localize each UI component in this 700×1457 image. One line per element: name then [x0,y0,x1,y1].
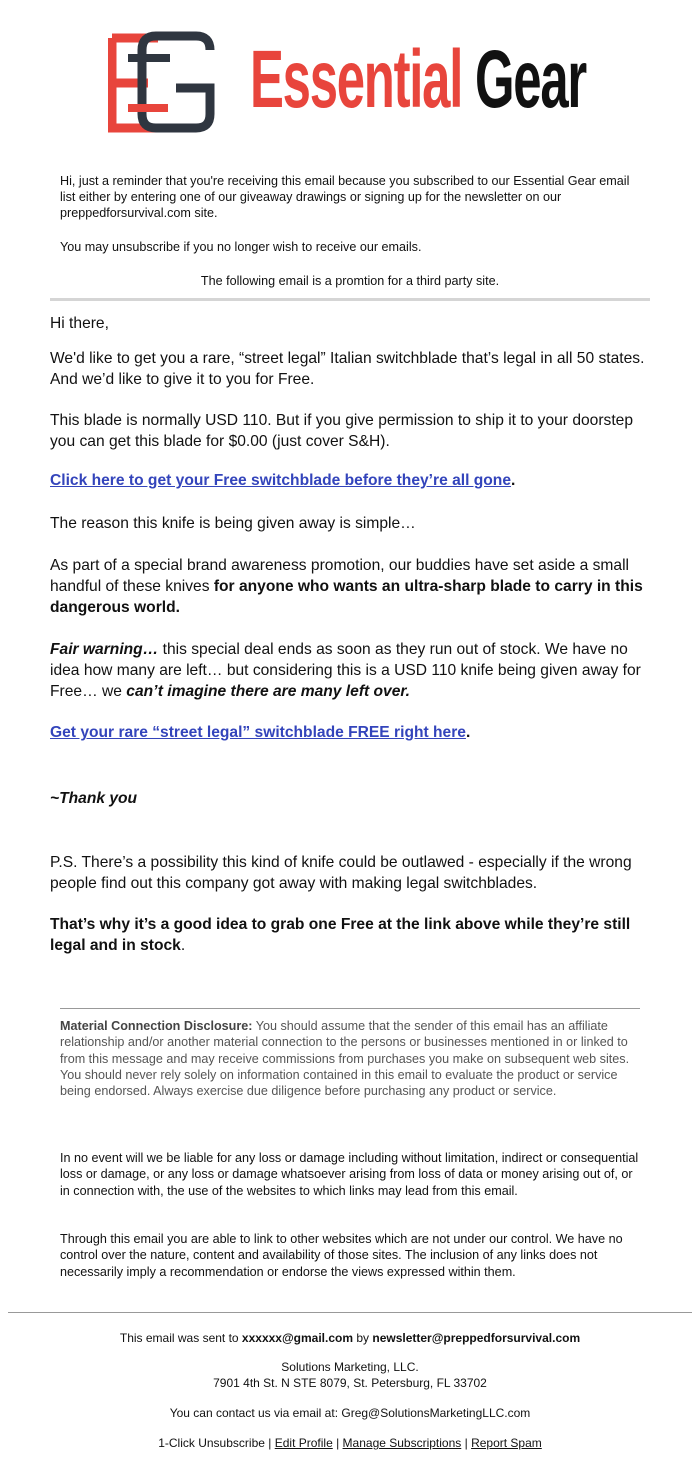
liability-disclaimer: In no event will we be liable for any loss or damage including without limitation, indirect or consequential loss or damage, or any loss or damage whatsoever arising from loss of data or money arising out of, or in connection with, the use of the websites to which links may lead from this email. [60,1151,639,1198]
footer-divider [8,1312,692,1313]
brand-wordmark [250,32,586,128]
promotion-notice: The following email is a promtion for a third party site. [200,274,500,288]
warning-text: this special deal ends as soon as they run out of stock. We have no idea how many are left… but considering this is a USD 110 knife being given away for Free… we [50,641,641,700]
street-legal-switchblade-link[interactable]: Get your rare “street legal” switchblade FREE right here [50,724,466,741]
link-separator: | [332,1436,343,1450]
subscription-notice: Hi, just a reminder that you're receiving this email because you subscribed to our Essential Gear email list either by entering one of our giveaway drawings or signing up for the newsletter on our preppedforsurvival.com site. [60,174,630,220]
greeting: Hi there, [50,315,109,332]
ps-paragraph: P.S. There’s a possibility this kind of knife could be outlawed - especially if the wrong people find out this company got away with making legal switchblades. [50,854,632,892]
eg-logo-mark-icon [108,30,218,136]
contact-line: You can contact us via email at: Greg@SolutionsMarketingLLC.com [169,1406,531,1420]
body-paragraph-warning [50,639,655,702]
body-paragraph-promotion [50,555,655,618]
sender-email: newsletter@preppedforsurvival.com [372,1331,581,1345]
link2-period: . [465,724,471,741]
closing-period: . [180,937,186,954]
closing-paragraph [50,914,655,956]
body-paragraph-offer: We'd like to get you a rare, “street legal” Italian switchblade that’s legal in all 50 states. And we’d like to give it to you for Free. [50,350,645,388]
cta-paragraph-2 [50,722,655,743]
unsubscribe-notice: You may unsubscribe if you no longer wish to receive our emails. [60,240,422,254]
sent-prefix: This email was sent to [119,1331,242,1345]
brand-word-essential: Essential [250,34,463,125]
fair-warning-text: Fair warning… [50,641,159,658]
promotion-bold-text: for anyone who wants an ultra-sharp blade to carry in this dangerous world. [50,578,643,616]
body-paragraph-price: This blade is normally USD 110. But if you give permission to ship it to your doorstep you can get this blade for $0.00 (just cover S&H). [50,412,634,450]
promotion-text: As part of a special brand awareness promotion, our buddies have set aside a small handful of these knives [50,557,630,595]
left-over-text: can’t imagine there are many left over. [126,683,410,700]
disclosure-label: Material Connection Disclosure: [60,1019,253,1033]
link-separator: | [461,1436,472,1450]
company-name: Solutions Marketing, LLC. [281,1360,419,1374]
company-address: 7901 4th St. N STE 8079, St. Petersburg, FL 33702 [213,1376,487,1390]
brand-logo [108,30,588,138]
disclosure-divider [60,1008,640,1009]
free-switchblade-link[interactable]: Click here to get your Free switchblade before they’re all gone [50,472,512,489]
footer-links [0,1435,700,1451]
header-divider [50,298,650,301]
sent-to-line [0,1330,700,1346]
brand-word-gear: Gear [474,34,586,125]
one-click-unsubscribe[interactable]: 1-Click Unsubscribe [158,1436,265,1450]
signoff: ~Thank you [50,790,138,807]
closing-bold-text: That’s why it’s a good idea to grab one Free at the link above while they’re still legal and in stock [50,916,631,954]
link-separator: | [264,1436,275,1450]
disclosure-text: You should assume that the sender of this email has an affiliate relationship and/or another material connection to the persons or businesses mentioned in or linked to from this message and may receive commissions from purchases you make on subsequent web sites. You should never rely solely on information contained in this email to evaluate the product or service being endorsed. Always exercise due diligence before purchasing any product or service. [60,1019,630,1099]
cta-paragraph-1 [50,470,655,491]
link1-period: . [511,472,516,489]
sent-by: by [353,1331,373,1345]
edit-profile-link[interactable]: Edit Profile [274,1436,333,1450]
manage-subscriptions-link[interactable]: Manage Subscriptions [342,1436,462,1450]
material-connection-disclosure [60,1018,640,1099]
external-links-disclaimer: Through this email you are able to link to other websites which are not under our control. We have no control over the nature, content and availability of those sites. The inclusion of any links does not necessarily imply a recommendation or endorse the views expressed within them. [60,1232,623,1279]
recipient-email: xxxxxx@gmail.com [241,1331,354,1345]
body-paragraph-reason: The reason this knife is being given away is simple… [50,515,416,532]
report-spam-link[interactable]: Report Spam [471,1436,542,1450]
